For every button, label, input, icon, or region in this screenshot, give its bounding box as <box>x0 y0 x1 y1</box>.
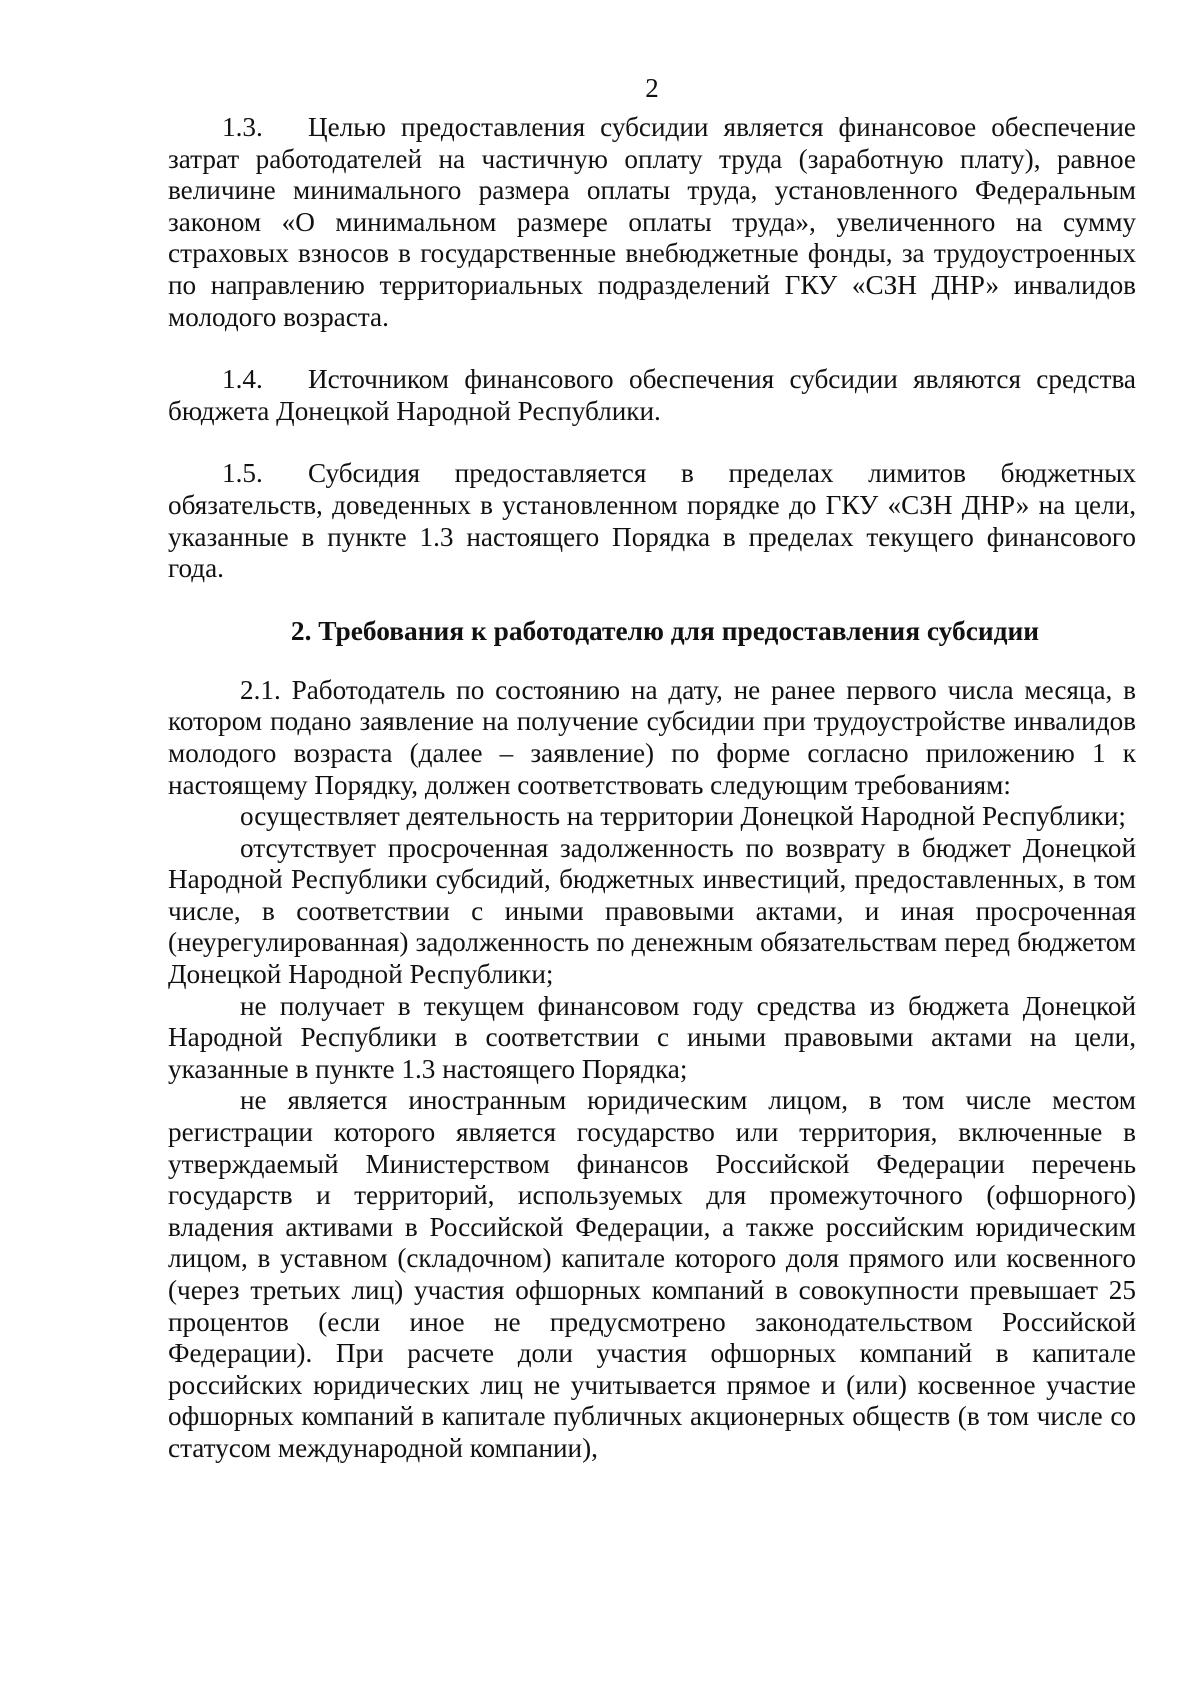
requirement-item: не получает в текущем финансовом году средства из бюджета Донецкой Народной Республики в соответствии с иными правовыми актами на цели, указанные в пункте 1.3 настоящего Порядка; <box>168 990 1136 1084</box>
paragraph-number: 1.4. <box>222 364 263 395</box>
paragraph-2-1: 2.1. Работодатель по состоянию на дату, не ранее первого числа месяца, в котором подано заявление на получение субсидии при трудоустройстве инвалидов молодого возраста (далее – заявление) по форме согласно приложению 1 к настоящему Порядку, должен соответствовать следующим требованиям: <box>168 674 1136 800</box>
document-page <box>168 72 1136 1465</box>
paragraph-1-3 <box>168 112 1136 333</box>
requirement-item: отсутствует просроченная задолженность по возврату в бюджет Донецкой Народной Республики субсидий, бюджетных инвестиций, предоставленных, в том числе, в соответствии с иными правовыми актами, и иная просроченная (неурегулированная) задолженность по денежным обязательствам перед бюджетом Донецкой Народной Республики; <box>168 832 1136 990</box>
page-number: 2 <box>645 73 659 103</box>
section-heading: 2. Требования к работодателю для предоставления субсидии <box>290 615 1040 646</box>
requirement-item: не является иностранным юридическим лицом, в том числе местом регистрации которого является государство или территория, включенные в утверждаемый Министерством финансов Российской Федерации перечень государств и территорий, используемых для промежуточного (офшорного) владения активами в Российской Федерации, а также российским юридическим лицом, в уставном (складочном) капитале которого доля прямого или косвенного (через третьих лиц) участия офшорных компаний в совокупности превышает 25 процентов (если иное не предусмотрено законодательством Российской Федерации). При расчете доли участия офшорных компаний в капитале российских юридических лиц не учитывается прямое и (или) косвенное участие офшорных компаний в капитале публичных акционерных обществ (в том числе со статусом международной компании), <box>168 1085 1136 1463</box>
paragraph-number: 1.3. <box>222 112 263 142</box>
paragraph-number: 1.5. <box>222 458 263 489</box>
spacer <box>168 333 1136 364</box>
paragraph-text: Целью предоставления субсидии является финансовое обеспечение затрат работодателей на частичную оплату труда (заработную плату), равное величине минимального размера оплаты труда, установленного Федеральным законом «О минимальном размере оплаты труда», увеличенного на сумму страховых взносов в государственные внебюджетные фонды, за трудоустроенных по направлению территориальных подразделений ГКУ «СЗН ДНР» инвалидов молодого возраста. <box>168 112 1136 332</box>
paragraph-text: Источником финансового обеспечения субсидии являются средства бюджета Донецкой Народной Республики. <box>168 364 1136 426</box>
spacer <box>168 427 1136 458</box>
requirement-item: осуществляет деятельность на территории Донецкой Народной Республики; <box>240 801 1126 832</box>
spacer <box>168 585 1136 616</box>
paragraph-1-4 <box>168 364 1136 427</box>
paragraph-text: Субсидия предоставляется в пределах лимитов бюджетных обязательств, доведенных в установленном порядке до ГКУ «СЗН ДНР» на цели, указанные в пункте 1.3 настоящего Порядка в пределах текущего финансового года. <box>168 458 1136 584</box>
paragraph-1-5 <box>168 458 1136 584</box>
